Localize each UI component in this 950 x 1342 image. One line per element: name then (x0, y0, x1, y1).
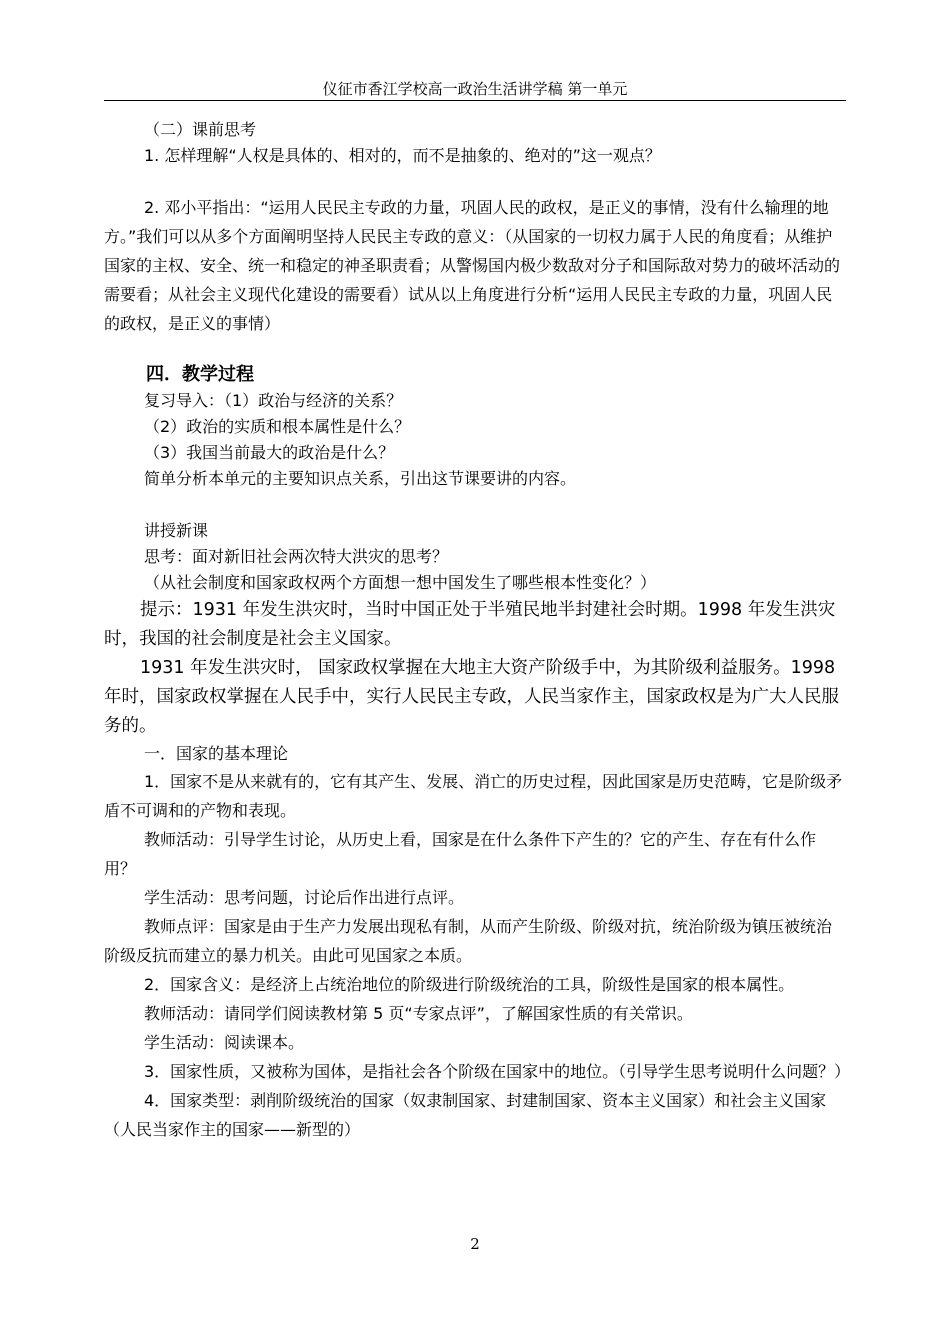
section-heading: 四．教学过程 (146, 364, 254, 385)
tip-paragraph-1: 提示：1931 年发生洪灾时，当时中国正处于半殖民地半封建社会时期。1998 年发生洪灾时，我国的社会制度是社会主义国家。 (104, 600, 836, 649)
teacher-activity-1: 教师活动：引导学生讨论，从历史上看，国家是在什么条件下产生的？它的产生、存在有什么作用？ (104, 830, 817, 878)
spacer (104, 169, 846, 193)
teacher-comment-1: 教师点评：国家是由于生产力发展出现私有制，从而产生阶级、阶级对抗，统治阶级为镇压被统治阶级反抗而建立的暴力机关。由此可见国家之本质。 (104, 917, 833, 965)
teacher-activity-2: 教师活动：请同学们阅读教材第 5 页“专家点评”，了解国家性质的有关常识。 (144, 1004, 693, 1023)
review-line-3: （3）我国当前最大的政治是什么？ (144, 443, 395, 462)
page-header: 仪征市香江学校高一政治生活讲学稿 第一单元 (322, 80, 628, 98)
theory-heading: 一．国家的基本理论 (144, 744, 289, 763)
point-4: 4．国家类型：剥削阶级统治的国家（奴隶制国家、封建制国家、资本主义国家）和社会主义国家（人民当家作主的国家——新型的） (104, 1091, 827, 1139)
review-line-2: （2）政治的实质和根本属性是什么？ (144, 417, 411, 436)
review-line-4: 简单分析本单元的主要知识点关系，引出这节课要讲的内容。 (144, 469, 577, 488)
student-activity-1: 学生活动：思考问题，讨论后作出进行点评。 (144, 888, 465, 907)
question-1: 1. 怎样理解“人权是具体的、相对的，而不是抽象的、绝对的”这一观点？ (144, 146, 661, 165)
point-3: 3．国家性质，又被称为国体，是指社会各个阶级在国家中的地位。（引导学生思考说明什么问题？） (144, 1062, 851, 1081)
student-activity-2: 学生活动：阅读课本。 (144, 1033, 305, 1052)
new-lesson-label: 讲授新课 (144, 521, 209, 540)
spacer (104, 338, 846, 362)
think-question: 思考：面对新旧社会两次特大洪灾的思考？ (144, 547, 449, 566)
pre-class-heading: （二）课前思考 (144, 120, 257, 139)
tip-paragraph-2: 1931 年发生洪灾时， 国家政权掌握在大地主大资产阶级手中，为其阶级利益服务。1998 年时，国家政权掌握在人民手中，实行人民民主专政，人民当家作主，国家政权是为广大人民服务的。 (104, 658, 839, 736)
page-number: 2 (470, 1235, 480, 1253)
point-2: 2．国家含义：是经济上占统治地位的阶级进行阶级统治的工具，阶级性是国家的根本属性。 (144, 975, 795, 994)
question-2: 2. 邓小平指出：“运用人民民主专政的力量，巩固人民的政权，是正义的事情，没有什么输理的地方。”我们可以从多个方面阐明坚持人民民主专政的意义：（从国家的一切权力属于人民的角度看；从维护国家的主权、安全、统一和稳定的神圣职责看；从警惕国内极少数敌对分子和国际敌对势力的破坏活动的需要看；从社会主义现代化建设的需要看）试从以上角度进行分析“运用人民民主专政的力量，巩固人民的政权，是正义的事情） (104, 198, 841, 333)
think-hint: （从社会制度和国家政权两个方面想一想中国发生了哪些根本性变化？） (144, 573, 657, 592)
header-rule (104, 100, 846, 101)
spacer (104, 492, 846, 518)
point-1: 1．国家不是从来就有的，它有其产生、发展、消亡的历史过程，因此国家是历史范畴，它是阶级矛盾不可调和的产物和表现。 (104, 772, 843, 820)
review-line-1: 复习导入：（1）政治与经济的关系？ (144, 391, 403, 410)
document-body (104, 117, 851, 1144)
